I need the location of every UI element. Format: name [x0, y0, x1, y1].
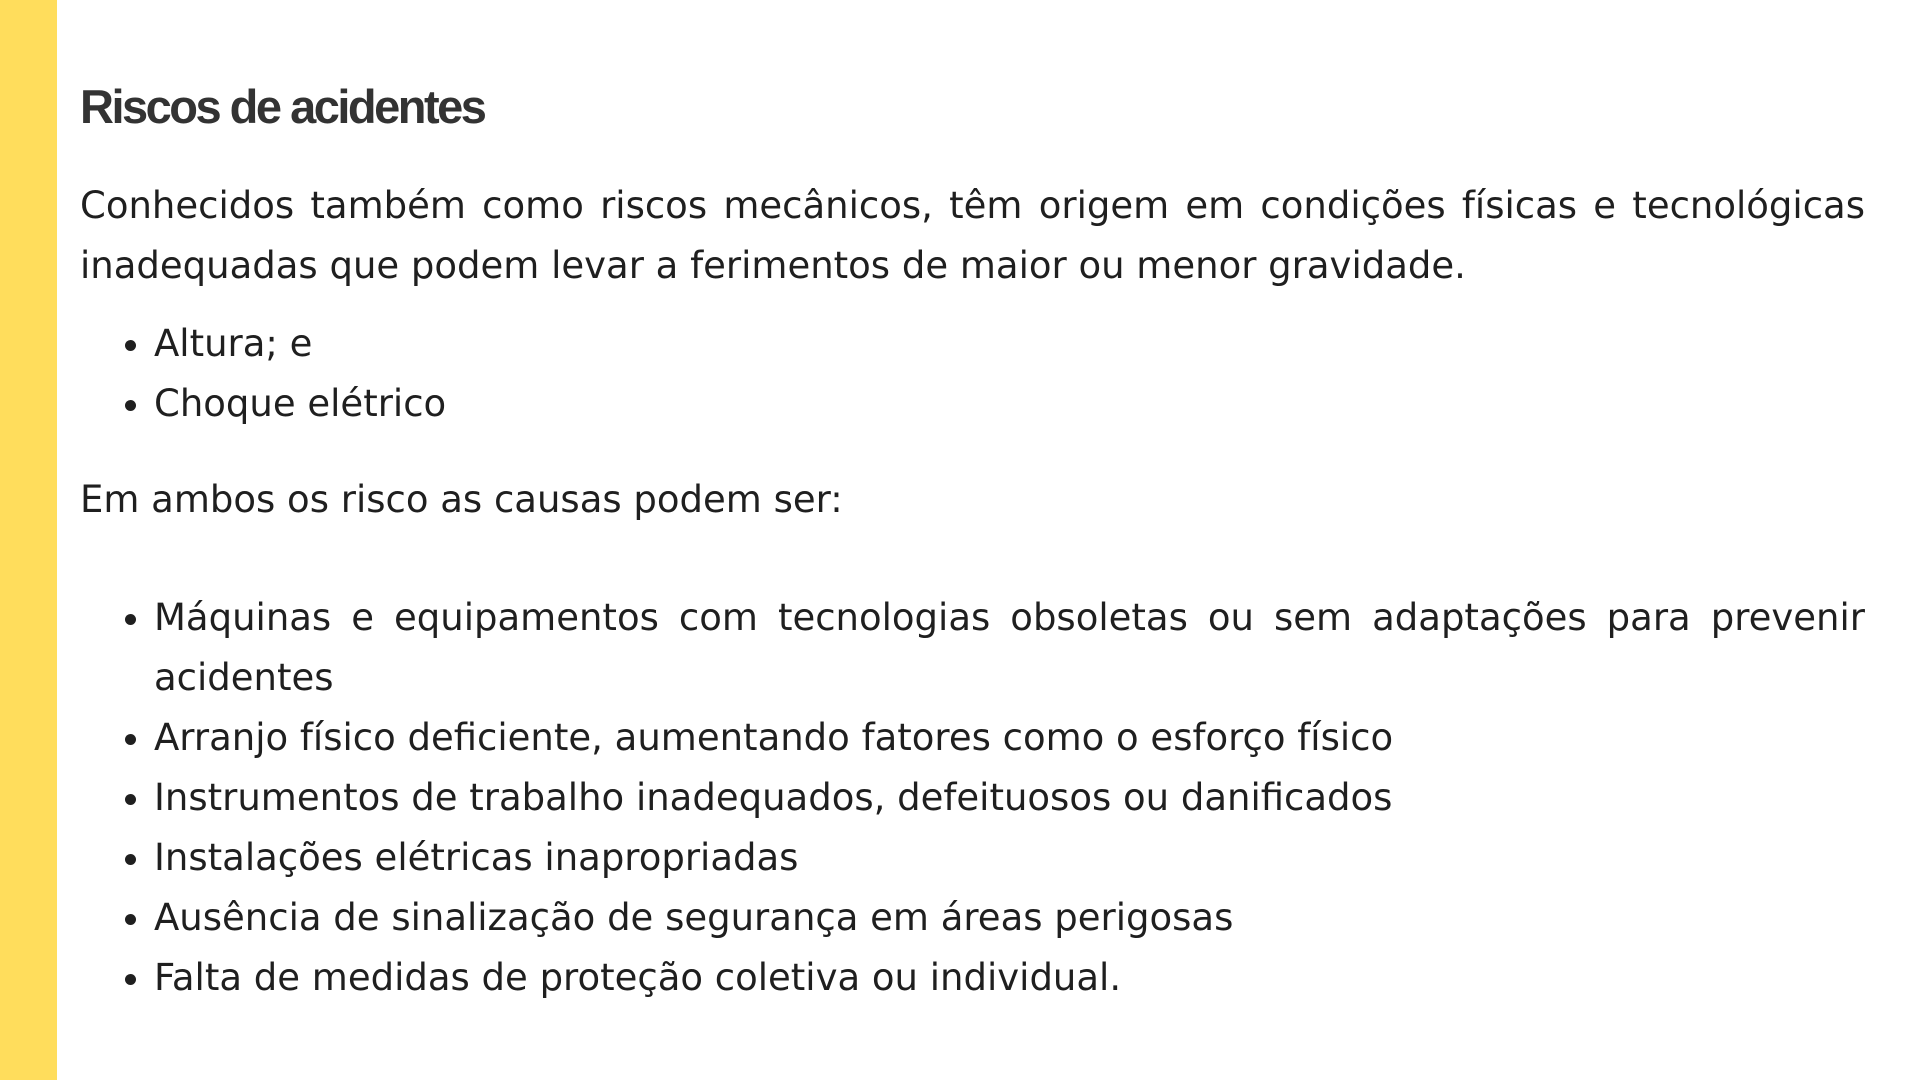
list-item: • Instalações elétricas inapropriadas	[154, 828, 1865, 888]
accent-bar	[0, 0, 57, 1080]
slide-content	[80, 76, 1865, 1008]
list-item: • Choque elétrico	[154, 374, 1865, 434]
list-item: • Ausência de sinalização de segurança em áreas perigosas	[154, 888, 1865, 948]
causes-list	[80, 588, 1865, 1008]
intro-paragraph: Conhecidos também como riscos mecânicos, têm origem em condições físicas e tecnológicas inadequadas que podem levar a ferimentos de maior ou menor gravidade.	[80, 184, 1865, 287]
list-item: • Falta de medidas de proteção coletiva ou individual.	[154, 948, 1865, 1008]
list-item: • Arranjo físico deficiente, aumentando fatores como o esforço físico	[154, 708, 1865, 768]
list-item: • Instrumentos de trabalho inadequados, defeituosos ou danificados	[154, 768, 1865, 828]
risk-types-list	[80, 314, 1865, 434]
list-item: • Máquinas e equipamentos com tecnologias obsoletas ou sem adaptações para prevenir acidentes	[154, 588, 1865, 708]
slide-title: Riscos de acidentes	[80, 80, 485, 133]
list-item: • Altura; e	[154, 314, 1865, 374]
causes-intro: Em ambos os risco as causas podem ser:	[80, 478, 843, 521]
